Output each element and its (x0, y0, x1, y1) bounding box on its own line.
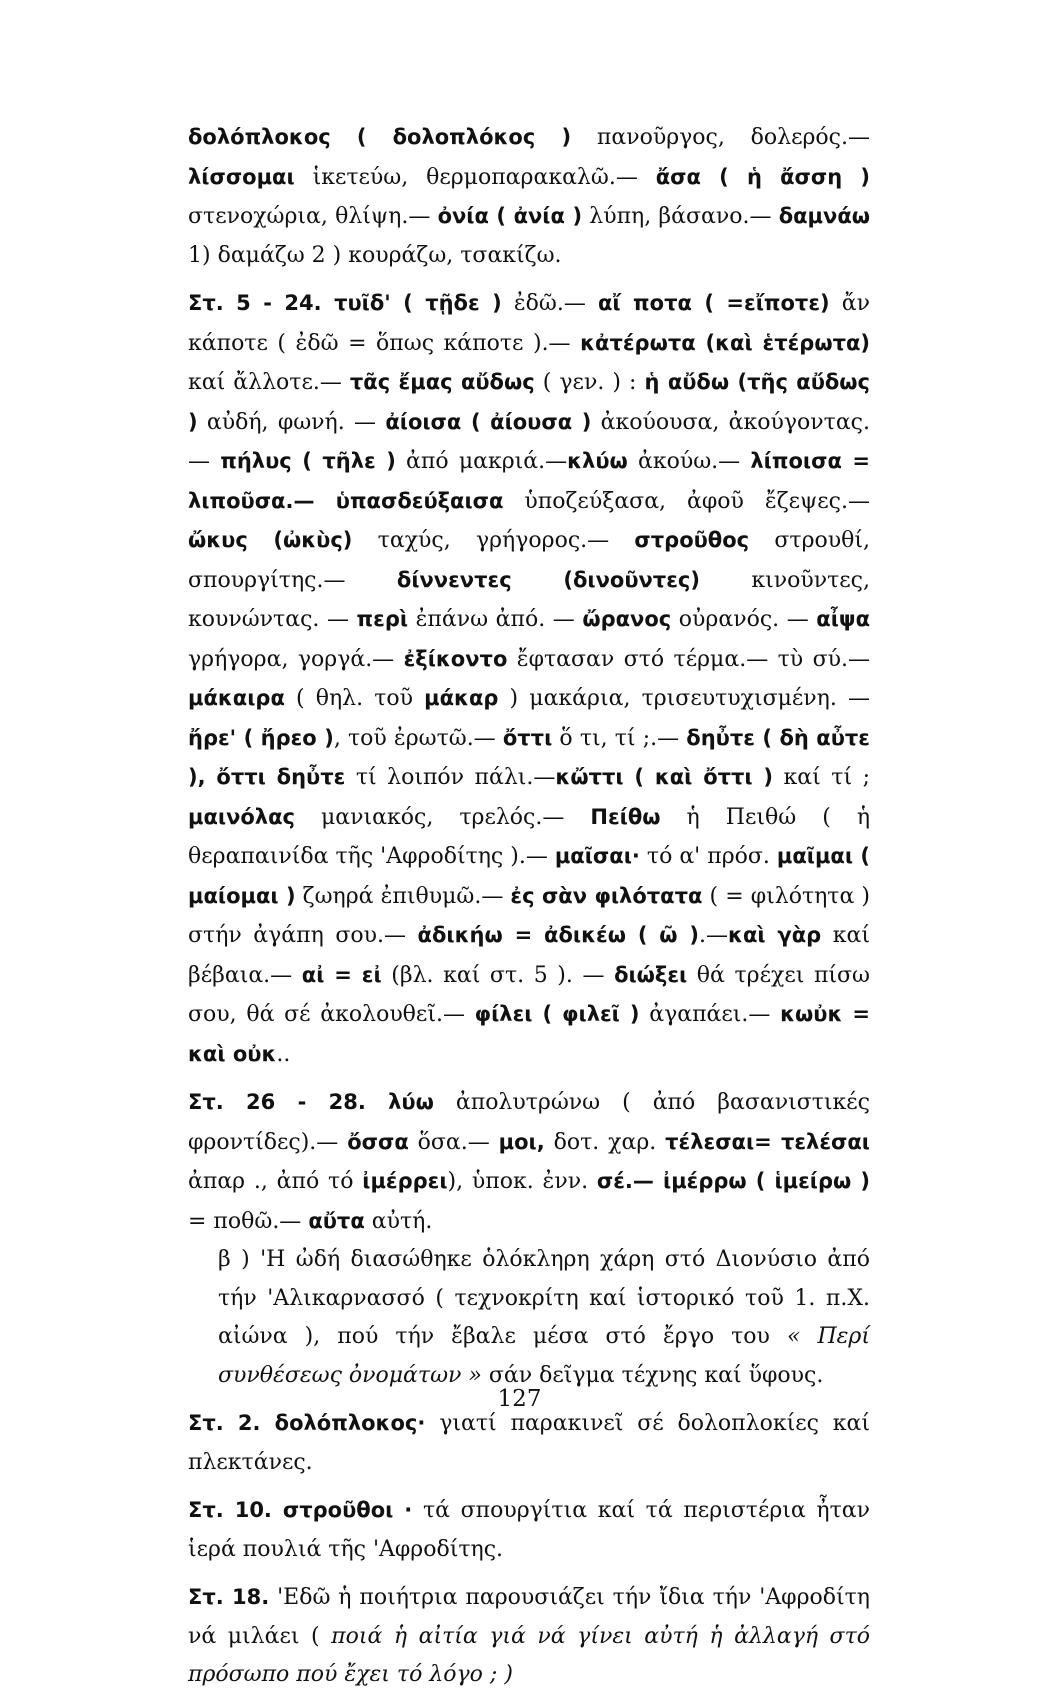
headword: δολόπλοκος ( δολοπλόκος ) (188, 125, 572, 149)
paragraph (188, 1578, 870, 1695)
headword: κωὐκ = καὶ οὐκ (188, 1002, 871, 1066)
headword: μαῖσαι· (554, 844, 640, 868)
headword: μαῖμαι ( μαίομαι ) (188, 844, 870, 908)
headword: δαμνάω (778, 204, 870, 228)
text-run: λύπη, βάσανο.— (582, 204, 779, 229)
text-run: = ποθῶ.— (188, 1208, 309, 1234)
headword: Πείθω (590, 804, 661, 829)
headword: κὤττι ( καὶ ὄττι ) (555, 765, 774, 789)
headword: ὤκυς (ὠκὺς) (188, 528, 353, 552)
headword: ἄσα ( ἡ ἄσση ) (655, 164, 871, 189)
headword: τέλεσαι= τελέσαι (665, 1129, 870, 1154)
text-run: ἀπαρ ., ἀπό τό (188, 1169, 363, 1194)
paragraph (188, 1083, 870, 1241)
headword: ἤρε' ( ἤρεο ) (188, 725, 334, 750)
headword: ὄττι (502, 725, 553, 750)
headword: ἰμέρρει (362, 1169, 448, 1193)
text-run: ( θηλ. τοῦ (284, 686, 425, 711)
text-run: ταχύς, γρήγορος.— (352, 528, 635, 553)
headword: ἀδικήω = ἀδικέω ( ῶ ) (417, 923, 700, 947)
text-run: αὐτή. (364, 1208, 433, 1234)
text-run: καί τί ; (773, 765, 871, 790)
text-run: ἐπάνω ἀπό. — (408, 607, 583, 632)
text-run: , τοῦ ἐρωτῶ.— (333, 725, 503, 751)
headword: ἐξίκοντο (403, 646, 508, 671)
headword: μάκαρ (424, 686, 499, 710)
headword: Στ. 18. (188, 1585, 270, 1609)
text-run: γιατί παρακινεῖ σέ δολοπλοκίες καί πλεκτάνες. (188, 1411, 871, 1475)
glossary-text (188, 118, 870, 1695)
headword: περὶ (356, 607, 409, 631)
text-run: ), ὑποκ. ἐνν. (447, 1169, 597, 1194)
text-run: ἄν κάποτε ( ἐδῶ = ὅπως κάποτε ).— (188, 291, 870, 356)
text-run: 'Εδῶ ἡ ποιήτρια παρουσιάζει τήν ἴδια τήν 'Αφροδίτη νά μιλάει ( (188, 1585, 870, 1649)
headword: αἴ ποτα ( =εἴποτε) (597, 291, 830, 315)
paragraph (188, 1241, 870, 1395)
text-run: ἡ Πειθώ ( ἡ θεραπαινίδα τῆς 'Αφροδίτης ).— (188, 804, 870, 869)
text-run: ἀκούουσα, ἀκούγοντας.— (188, 409, 870, 474)
text-run: τό α' πρόσ. (639, 844, 777, 869)
text-run: ἀπολυτρώνω ( ἀπό βασανιστικές φροντίδες).— (188, 1090, 870, 1155)
text-run: θά τρέχει πίσω σου, θά σέ ἀκολουθεῖ.— (188, 962, 870, 1027)
text-run: τί λοιπόν πάλι.— (345, 765, 556, 790)
headword: δίννεντες (δινοῦντες) (396, 567, 700, 592)
headword: Στ. 2. δολόπλοκος· (188, 1411, 426, 1435)
text-run: πανοῦργος, δολερός.— (571, 125, 870, 150)
text-run: ἀγαπάει.— (639, 1002, 781, 1027)
headword: μαινόλας (188, 804, 295, 829)
text-run: ὅ τι, τί ;.— (552, 725, 687, 751)
text-run: τά σπουργίτια καί τά περιστέρια ἦταν ἱερά πουλιά τῆς 'Αφροδίτης. (188, 1498, 870, 1562)
headword: ἐς σὰν φιλότατα (510, 883, 703, 908)
headword: αἶψα (816, 607, 870, 631)
headword: πήλυς ( τῆλε ) (220, 449, 396, 473)
headword: ἡ αὔδω (τῆς αὔδως ) (188, 370, 871, 434)
headword: αἰ = εἰ (301, 962, 382, 987)
text-run: ) μακάρια, τρισευτυχισμένη. — (498, 686, 870, 711)
text-run: ζωηρά ἐπιθυμῶ.— (295, 883, 511, 909)
headword: στροῦθος (634, 528, 750, 552)
text-run: ( = φιλότητα ) στήν ἀγάπη σου.— (188, 883, 870, 948)
paragraph (188, 118, 870, 275)
headword: μάκαιρα (188, 686, 285, 710)
text-run: οὐρανός. — (671, 607, 817, 632)
headword: Στ. 10. στροῦθοι · (188, 1498, 413, 1522)
text-run: ( γεν. ) : (534, 370, 645, 395)
text-run: κινοῦντες, κουνώντας. — (188, 567, 870, 632)
headword: αὔτα (308, 1208, 365, 1233)
text-run: .— (699, 923, 729, 948)
text-run: ὅσα.— (408, 1129, 499, 1155)
italic-text: « Περί συνθέσεως ὀνομάτων » (218, 1324, 870, 1388)
headword: κἀτέρωτα (καὶ ἑτέρωτα) (580, 330, 870, 355)
text-run: ἱκετεύω, θερμοπαρακαλῶ.— (294, 164, 656, 190)
text-run: μανιακός, τρελός.— (294, 804, 591, 830)
text-run: ἔφτασαν στό τέρμα.— τὺ σύ.— (507, 646, 870, 672)
paragraph (188, 1491, 870, 1569)
text-run: στενοχώρια, θλίψη.— (188, 204, 438, 229)
text-run: ἐδῶ.— (501, 291, 598, 316)
paragraph (188, 284, 870, 1074)
text-run: ὑποζεύξασα, ἀφοῦ ἔζεψες.— (503, 488, 870, 514)
text-run: αὐδή, φωνή. — (197, 409, 386, 435)
text-run: ἀκούω.— (627, 449, 751, 474)
text-run: στρουθί, σπουργίτης.— (188, 528, 870, 593)
text-run: καί ἄλλοτε.— (188, 370, 350, 395)
page-number: 127 (497, 1386, 542, 1412)
headword: μοι, (498, 1129, 545, 1154)
headword: ὤρανος (582, 607, 672, 631)
headword: Στ. 5 - 24. τυῖδ' ( τῇδε ) (188, 291, 502, 315)
text-run: καί βέβαια.— (188, 923, 870, 988)
headword: λίσσομαι (188, 164, 295, 189)
headword: ὀνία ( ἀνία ) (437, 204, 583, 228)
headword: τᾶς ἔμας αὔδως (349, 370, 535, 394)
headword: φίλει ( φιλεῖ ) (474, 1002, 640, 1026)
headword: σέ.— ἰμέρρω ( ἱμείρω ) (596, 1169, 870, 1193)
headword: διώξει (614, 962, 688, 987)
headword: Στ. 26 - 28. λύω (188, 1090, 434, 1114)
paragraph (188, 1404, 870, 1482)
headword: καὶ γὰρ (728, 923, 822, 947)
text-run: ἀπό μακριά.— (395, 449, 568, 474)
text-run: 1) δαμάζω 2 ) κουράζω, τσακίζω. (188, 242, 562, 268)
italic-text: ποιά ἡ αἰτία γιά νά γίνει αὐτή ἡ ἀλλαγή στό πρόσωπο πού ἔχει τό λόγο ; ) (188, 1623, 870, 1687)
text-run: (βλ. καί στ. 5 ). — (381, 962, 615, 988)
headword: κλύω (567, 449, 628, 473)
headword: ἀίοισα ( ἀίουσα ) (385, 409, 592, 434)
text-run: δοτ. χαρ. (544, 1129, 666, 1155)
headword: δηὖτε ( δὴ αὖτε ), ὄττι δηὖτε (188, 725, 870, 789)
headword: ὄσσα (347, 1129, 409, 1154)
text-run: β ) 'Η ὠδή διασώθηκε ὁλόκληρη χάρη στό Διονύσιο ἀπό τήν 'Αλικαρνασσό ( τεχνοκρίτη καί ἱστορικό τοῦ 1. π.Χ. αἰώνα ), πού τήν ἔβαλε μέσα στό ἔργο του (218, 1247, 870, 1349)
headword: λίποισα = λιποῦσα.— ὑπασδεύξαισα (188, 449, 870, 513)
text-run: .. (276, 1041, 291, 1067)
text-run: γρήγορα, γοργά.— (188, 646, 404, 672)
text-run: σάν δεῖγμα τέχνης καί ὕφους. (481, 1362, 824, 1388)
